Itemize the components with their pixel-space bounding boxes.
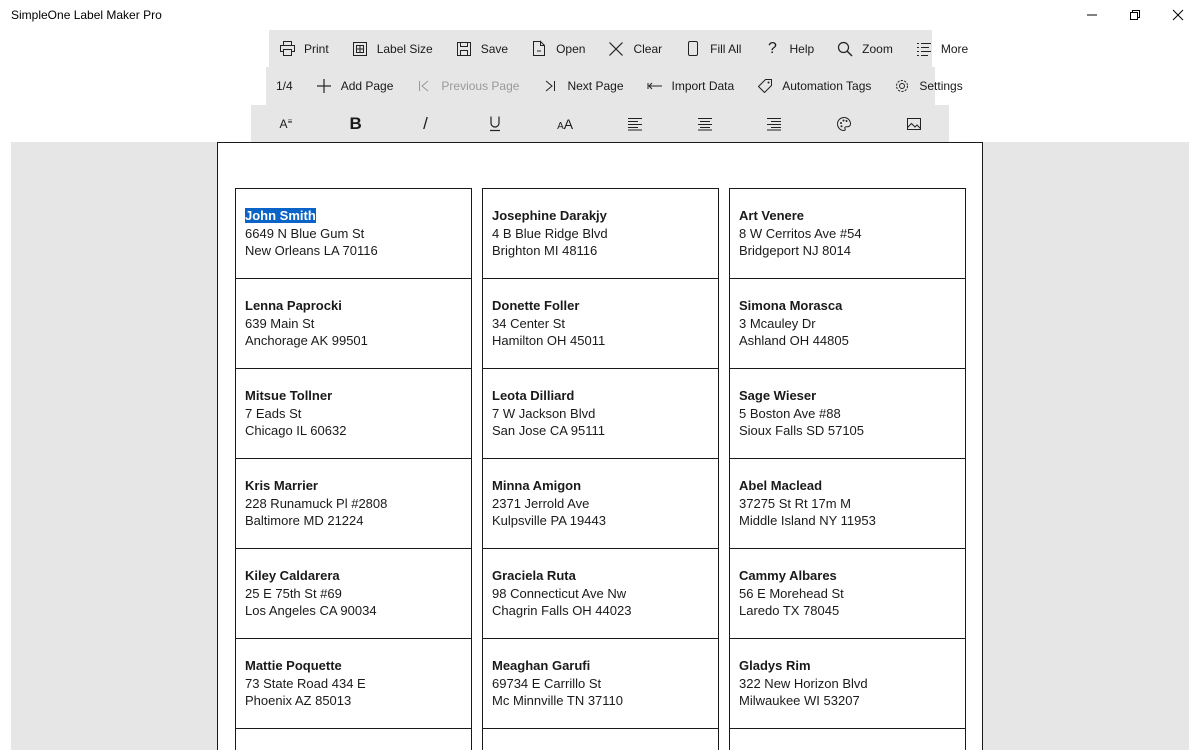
address-label[interactable] xyxy=(482,368,719,459)
label-city: Los Angeles CA 90034 xyxy=(245,603,377,618)
align-center-icon xyxy=(697,117,713,131)
label-street: 322 New Horizon Blvd xyxy=(739,675,868,691)
label-city: Phoenix AZ 85013 xyxy=(245,693,352,708)
previous-page-label: Previous Page xyxy=(441,79,520,93)
font-size-button[interactable] xyxy=(530,105,600,142)
font-icon: A≡ xyxy=(279,116,293,131)
label-city: Brighton MI 48116 xyxy=(492,243,598,258)
palette-icon xyxy=(836,116,852,132)
close-button[interactable] xyxy=(1155,0,1200,30)
label-city: Milwaukee WI 53207 xyxy=(739,693,860,708)
label-name: Gladys Rim xyxy=(739,658,811,673)
label-name: Leota Dilliard xyxy=(492,388,575,403)
align-right-button[interactable] xyxy=(740,105,810,142)
floppy-icon xyxy=(455,40,473,58)
address-label[interactable] xyxy=(729,368,966,459)
label-city: Mc Minnville TN 37110 xyxy=(492,693,624,708)
address-label[interactable] xyxy=(482,728,719,750)
address-label[interactable] xyxy=(729,458,966,549)
close-icon xyxy=(1172,9,1184,21)
import-data-label: Import Data xyxy=(671,79,735,93)
label-street: 7 Eads St xyxy=(245,405,302,421)
address-label[interactable] xyxy=(482,548,719,639)
align-right-icon xyxy=(766,117,782,131)
more-label: More xyxy=(940,41,969,56)
font-size-icon: AA xyxy=(557,115,574,132)
label-street: 639 Main St xyxy=(245,315,315,331)
settings-button[interactable] xyxy=(893,67,962,105)
main-toolbar xyxy=(269,30,969,67)
more-button[interactable] xyxy=(915,30,968,67)
label-name: Kris Marrier xyxy=(245,478,318,493)
settings-label: Settings xyxy=(919,79,963,93)
label-name: Abel Maclead xyxy=(739,478,823,493)
label-name: Donette Foller xyxy=(492,298,580,313)
label-name: Graciela Ruta xyxy=(492,568,576,583)
automation-tags-button[interactable] xyxy=(756,67,871,105)
add-page-label: Add Page xyxy=(340,79,394,93)
label-street: 98 Connecticut Ave Nw xyxy=(492,585,627,601)
grid-icon xyxy=(351,40,369,58)
label-city: San Jose CA 95111 xyxy=(492,423,605,438)
label-city: Kulpsville PA 19443 xyxy=(492,513,606,528)
magnifier-icon xyxy=(836,40,854,58)
address-label[interactable] xyxy=(729,278,966,369)
document-icon xyxy=(530,40,548,58)
printer-icon xyxy=(278,40,296,58)
label-street: 56 E Morehead St xyxy=(739,585,844,601)
gear-icon xyxy=(893,77,911,95)
label-street: 37275 St Rt 17m M xyxy=(739,495,851,511)
fill-all-button[interactable] xyxy=(684,30,741,67)
list-icon xyxy=(915,40,933,58)
label-name: Simona Morasca xyxy=(739,298,843,313)
label-city: Baltimore MD 21224 xyxy=(245,513,364,528)
align-left-icon xyxy=(627,117,643,131)
save-button[interactable] xyxy=(455,30,508,67)
label-name: Meaghan Garufi xyxy=(492,658,591,673)
label-city: Middle Island NY 11953 xyxy=(739,513,876,528)
minimize-button[interactable] xyxy=(1069,0,1115,30)
label-street: 34 Center St xyxy=(492,315,565,331)
address-label[interactable] xyxy=(482,188,719,279)
label-city: New Orleans LA 70116 xyxy=(245,243,378,258)
x-icon xyxy=(607,40,625,58)
print-button[interactable] xyxy=(278,30,329,67)
address-label[interactable] xyxy=(235,548,472,639)
app-title: SimpleOne Label Maker Pro xyxy=(11,8,162,22)
label-street: 69734 E Carrillo St xyxy=(492,675,602,691)
color-button[interactable] xyxy=(809,105,879,142)
automation-tags-label: Automation Tags xyxy=(782,79,872,93)
address-label[interactable] xyxy=(482,278,719,369)
label-street: 6649 N Blue Gum St xyxy=(245,225,365,241)
add-page-button[interactable] xyxy=(315,67,394,105)
bold-button[interactable] xyxy=(321,105,391,142)
address-label[interactable] xyxy=(235,368,472,459)
bold-icon: B xyxy=(349,113,362,133)
label-size-button[interactable] xyxy=(351,30,433,67)
label-street: 7 W Jackson Blvd xyxy=(492,405,596,421)
label-street: 3 Mcauley Dr xyxy=(739,315,816,331)
page-indicator-text: 1/4 xyxy=(276,79,293,93)
print-label: Print xyxy=(304,41,329,56)
label-city: Sioux Falls SD 57105 xyxy=(739,423,865,438)
page-icon xyxy=(684,40,702,58)
address-label[interactable] xyxy=(235,278,472,369)
address-label[interactable] xyxy=(729,188,966,279)
underline-button[interactable] xyxy=(460,105,530,142)
label-street: 73 State Road 434 E xyxy=(245,675,366,691)
label-size-label: Label Size xyxy=(376,41,433,56)
fill-all-label: Fill All xyxy=(710,41,742,56)
label-name: Mattie Poquette xyxy=(245,658,342,673)
import-arrow-icon xyxy=(646,77,664,95)
next-page-label: Next Page xyxy=(567,79,624,93)
help-label: Help xyxy=(789,41,815,56)
zoom-button[interactable] xyxy=(836,30,893,67)
minimize-icon xyxy=(1086,9,1098,21)
address-label[interactable] xyxy=(482,458,719,549)
address-label[interactable] xyxy=(729,728,966,750)
label-street: 228 Runamuck Pl #2808 xyxy=(245,495,388,511)
label-name: John Smith xyxy=(245,208,316,223)
import-data-button[interactable] xyxy=(646,67,735,105)
label-name: Kiley Caldarera xyxy=(245,568,340,583)
open-button[interactable] xyxy=(530,30,585,67)
restore-icon xyxy=(1129,9,1141,21)
label-name: Mitsue Tollner xyxy=(245,388,333,403)
label-page xyxy=(217,142,983,750)
image-icon xyxy=(906,117,922,131)
label-name: Cammy Albares xyxy=(739,568,837,583)
page-toolbar xyxy=(266,67,963,105)
font-button[interactable] xyxy=(251,105,321,142)
label-name: Sage Wieser xyxy=(739,388,817,403)
label-street: 5 Boston Ave #88 xyxy=(739,405,841,421)
address-label[interactable] xyxy=(235,638,472,729)
clear-label: Clear xyxy=(633,41,663,56)
previous-page-button[interactable] xyxy=(415,67,519,105)
address-label[interactable] xyxy=(235,728,472,750)
align-left-button[interactable] xyxy=(600,105,670,142)
address-label[interactable] xyxy=(729,548,966,639)
label-name: Minna Amigon xyxy=(492,478,582,493)
restore-button[interactable] xyxy=(1112,0,1158,30)
label-street: 2371 Jerrold Ave xyxy=(492,495,590,511)
label-name: Josephine Darakjy xyxy=(492,208,607,223)
plus-icon xyxy=(315,77,333,95)
label-city: Chicago IL 60632 xyxy=(245,423,347,438)
italic-button[interactable] xyxy=(391,105,461,142)
address-label[interactable] xyxy=(235,188,472,279)
clear-button[interactable] xyxy=(607,30,662,67)
label-city: Bridgeport NJ 8014 xyxy=(739,243,852,258)
save-label: Save xyxy=(480,41,509,56)
label-city: Anchorage AK 99501 xyxy=(245,333,368,348)
help-button[interactable] xyxy=(763,30,814,67)
next-page-button[interactable] xyxy=(541,67,623,105)
title-bar xyxy=(0,0,1200,30)
address-label[interactable] xyxy=(235,458,472,549)
question-icon: ? xyxy=(768,39,777,57)
label-city: Chagrin Falls OH 44023 xyxy=(492,603,632,618)
previous-icon xyxy=(415,77,433,95)
label-name: Lenna Paprocki xyxy=(245,298,342,313)
underline-icon xyxy=(488,115,502,132)
tag-icon xyxy=(756,77,774,95)
address-label[interactable] xyxy=(482,638,719,729)
open-label: Open xyxy=(556,41,586,56)
format-toolbar xyxy=(251,105,949,142)
label-city: Ashland OH 44805 xyxy=(739,333,849,348)
zoom-label: Zoom xyxy=(862,41,893,56)
label-street: 25 E 75th St #69 xyxy=(245,585,342,601)
align-center-button[interactable] xyxy=(670,105,740,142)
page-indicator xyxy=(276,67,293,105)
label-city: Hamilton OH 45011 xyxy=(492,333,606,348)
label-name: Art Venere xyxy=(739,208,805,223)
image-button[interactable] xyxy=(879,105,949,142)
label-street: 8 W Cerritos Ave #54 xyxy=(739,225,862,241)
next-icon xyxy=(541,77,559,95)
italic-icon: / xyxy=(423,113,428,133)
label-street: 4 B Blue Ridge Blvd xyxy=(492,225,608,241)
label-city: Laredo TX 78045 xyxy=(739,603,840,618)
address-label[interactable] xyxy=(729,638,966,729)
